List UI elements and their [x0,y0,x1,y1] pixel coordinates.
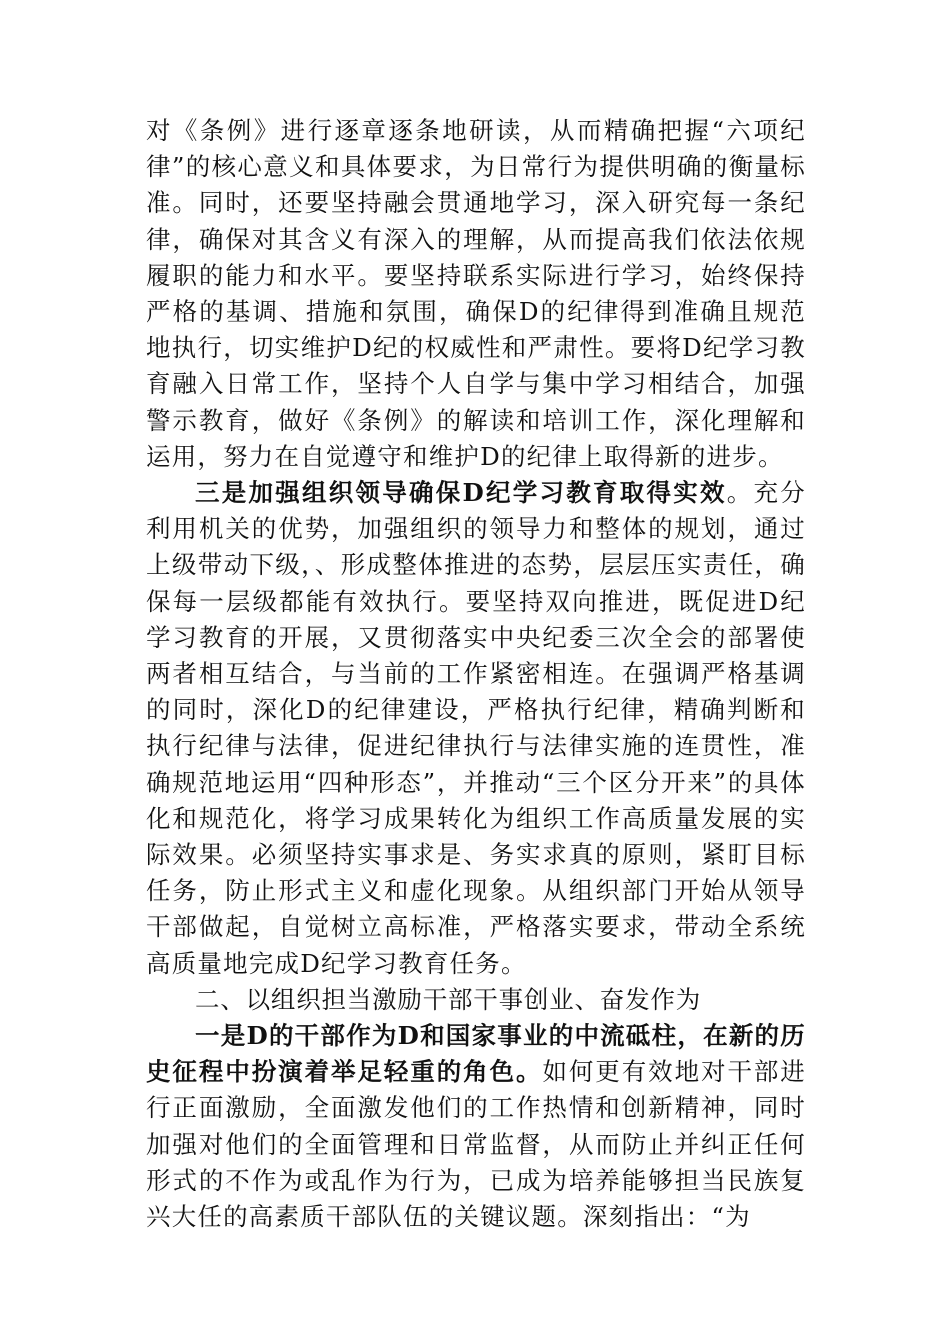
section-heading-two: 二、以组织担当激励干部干事创业、奋发作为 [195,984,701,1014]
point-one-body: 如何更有效地对干部进行正面激励，全面激发他们的工作热情和创新精神，同时加强对他们的全面管理和日常监督，从而防止并纠正任何形式的不作为或乱作为行为，已成为培养能够担当民族复兴大任的高素质干部队伍的关键议题。深刻指出：“为 [146,1057,806,1232]
document-body [146,113,806,1235]
paragraph-point-one [146,1018,806,1235]
point-three-heading: 三是加强组织领导确保D纪学习教育取得实效 [195,478,727,508]
paragraph-point-three [146,475,806,982]
point-three-body: 。充分利用机关的优势，加强组织的领导力和整体的规划，通过上级带动下级，、形成整体推进的态势，层层压实责任，确保每一层级都能有效执行。要坚持双向推进，既促进D纪学习教育的开展，又贯彻落实中央纪委三次全会的部署使两者相互结合，与当前的工作紧密相连。在强调严格基调的同时，深化D的纪律建设，严格执行纪律，精确判断和执行纪律与法律，促进纪律执行与法律实施的连贯性，准确规范地运用“四种形态”，并推动“三个区分开来”的具体化和规范化，将学习成果转化为组织工作高质量发展的实际效果。必须坚持实事求是、务实求真的原则，紧盯目标任务，防止形式主义和虚化现象。从组织部门开始从领导干部做起，自觉树立高标准，严格落实要求，带动全系统高质量地完成D纪学习教育任务。 [146,478,806,978]
point-one-heading: 一是D的干部作为D和国家事业的中流砥柱，在新的历史征程中扮演着举足轻重的角色。 [146,1021,806,1087]
paragraph-continued: 对《条例》进行逐章逐条地研读，从而精确把握“六项纪律”的核心意义和具体要求，为日常行为提供明确的衡量标准。同时，还要坚持融会贯通地学习，深入研究每一条纪律，确保对其含义有深入的理解，从而提高我们依法依规履职的能力和水平。要坚持联系实际进行学习，始终保持严格的基调、措施和氛围，确保D的纪律得到准确且规范地执行，切实维护D纪的权威性和严肃性。要将D纪学习教育融入日常工作，坚持个人自学与集中学习相结合，加强警示教育，做好《条例》的解读和培训工作，深化理解和运用，努力在自觉遵守和维护D的纪律上取得新的进步。 [146,116,806,471]
